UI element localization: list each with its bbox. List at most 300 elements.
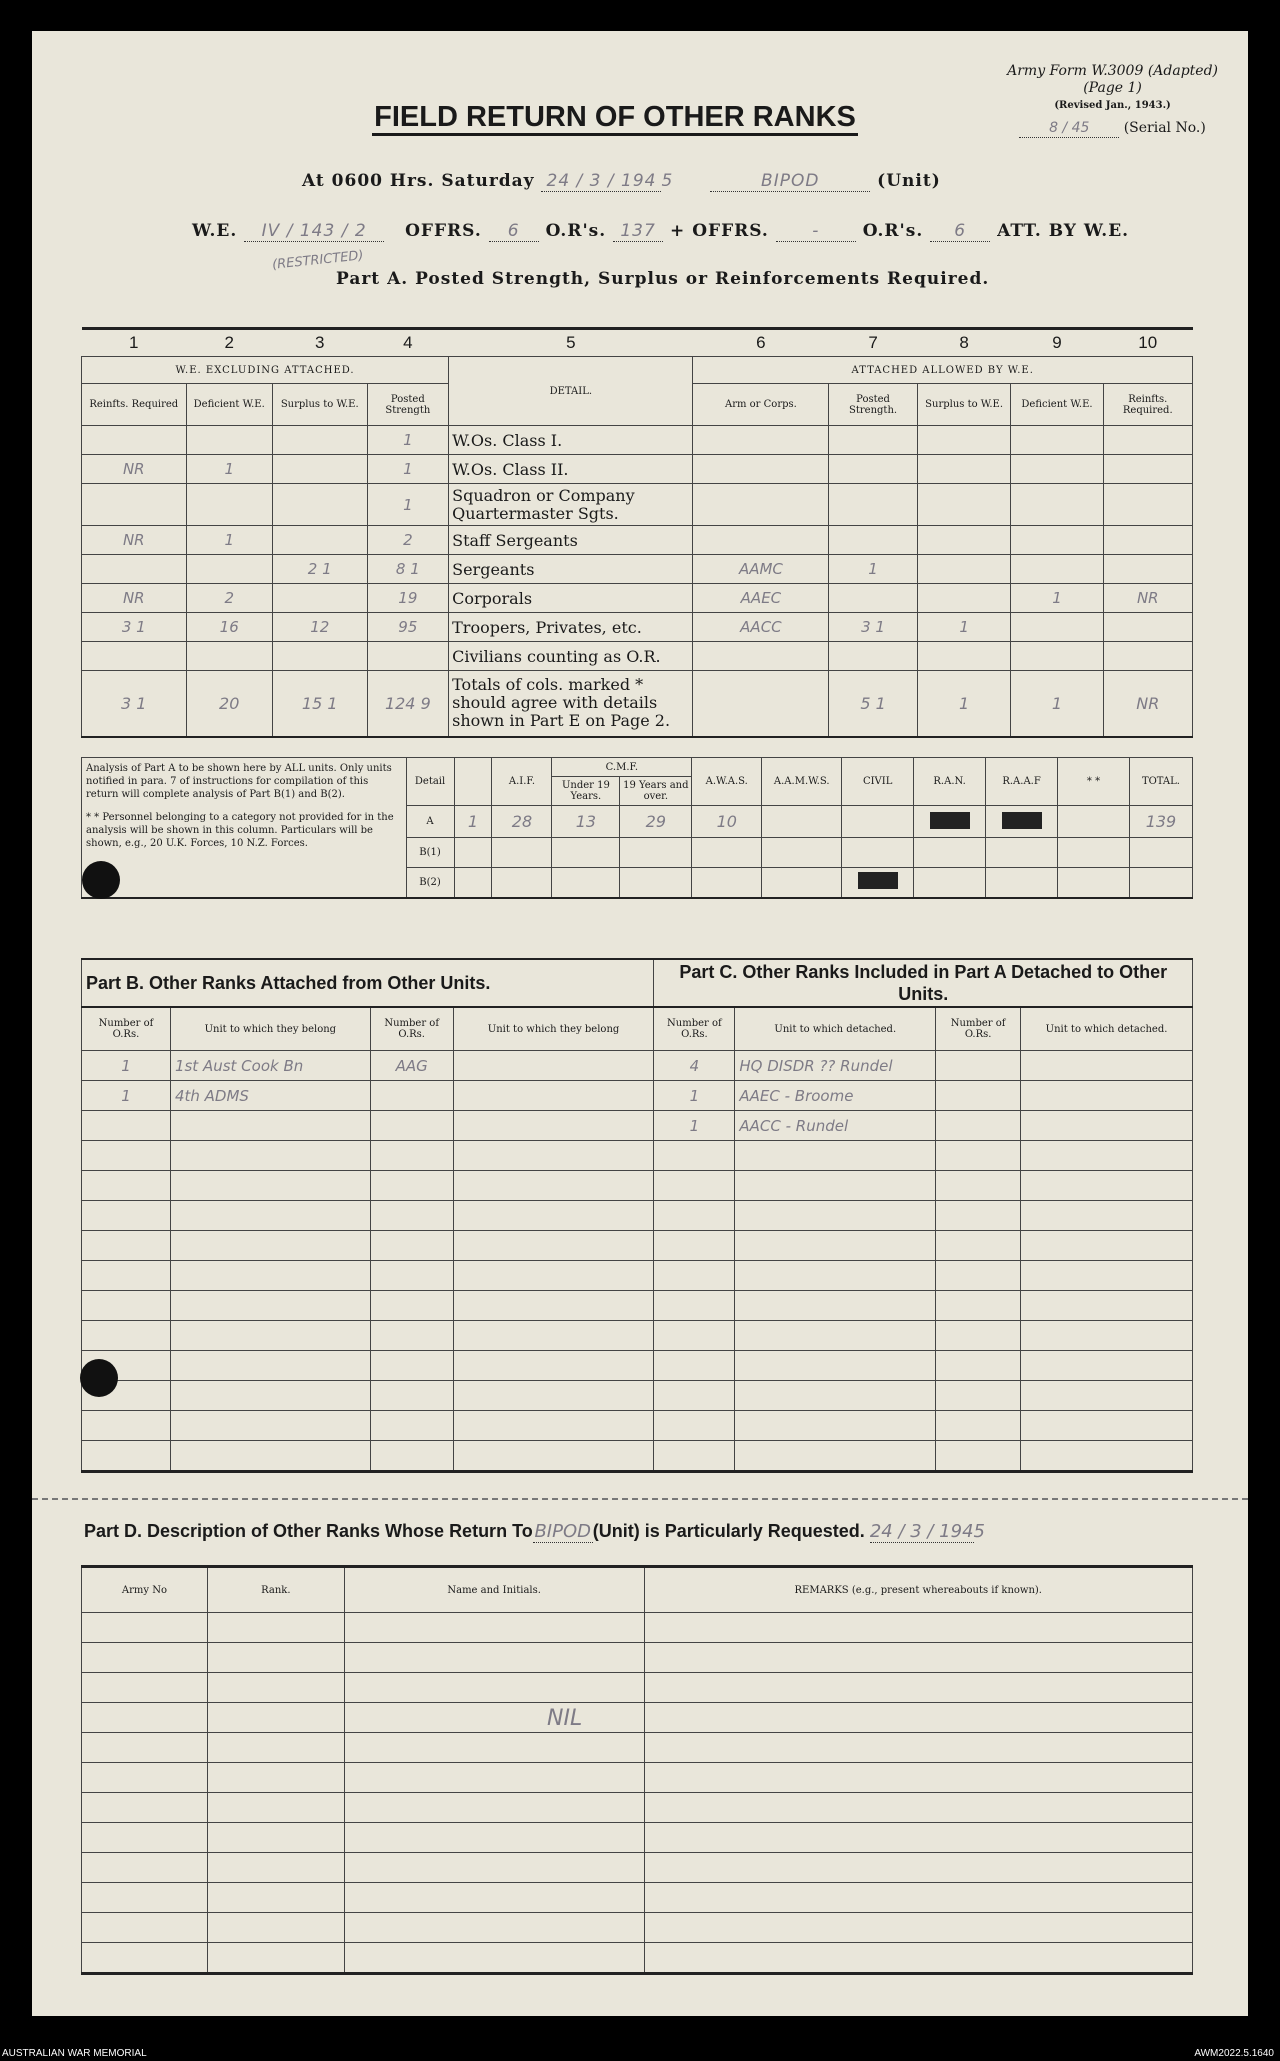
header-att-reinfts: Reinfts. Required.	[1103, 384, 1192, 426]
empty-cell	[936, 1291, 1021, 1321]
ors2-label: O.R's.	[862, 221, 924, 241]
form-sheet	[32, 31, 1248, 2016]
empty-cell	[735, 1441, 936, 1472]
analysis-cmf-header: C.M.F.	[552, 758, 692, 777]
c-unit-header: Unit to which detached.	[735, 1007, 936, 1051]
part-a-row	[82, 584, 1193, 613]
row-cell-c10: NR	[1103, 584, 1192, 613]
part-a-row	[82, 555, 1193, 584]
row-cell-c4: 19	[367, 584, 449, 613]
row-cell-c8	[917, 426, 1011, 455]
form-title-wrap	[32, 101, 1248, 134]
c-number: 1	[654, 1081, 735, 1111]
totals-row	[82, 671, 1193, 737]
empty-cell	[1021, 1291, 1193, 1321]
empty-cell	[644, 1793, 1193, 1823]
empty-cell	[1021, 1171, 1193, 1201]
empty-cell	[453, 1141, 654, 1171]
empty-cell	[207, 1823, 344, 1853]
empty-cell	[654, 1201, 735, 1231]
empty-cell	[654, 1381, 735, 1411]
header-att-surplus: Surplus to W.E.	[917, 384, 1011, 426]
empty-cell	[82, 1763, 208, 1793]
empty-cell	[82, 1733, 208, 1763]
row-cell-c4: 1	[367, 426, 449, 455]
empty-cell	[936, 1111, 1021, 1141]
offrs-value: 6	[489, 221, 539, 242]
analysis-a-civil	[842, 806, 914, 838]
empty-cell	[170, 1141, 370, 1171]
analysis-a-aamws	[762, 806, 842, 838]
row-cell-c9	[1011, 455, 1103, 484]
header-deficient: Deficient W.E.	[186, 384, 272, 426]
row-cell-c1	[82, 555, 187, 584]
row-cell-c1: NR	[82, 455, 187, 484]
empty-cell	[170, 1351, 370, 1381]
empty-cell	[82, 1643, 208, 1673]
analysis-raaf-header: R.A.A.F	[986, 758, 1058, 806]
part-bc-row	[82, 1441, 1193, 1472]
empty-cell	[344, 1793, 644, 1823]
row-cell-c1: NR	[82, 584, 187, 613]
empty-cell	[936, 1201, 1021, 1231]
analysis-under19-header: Under 19 Years.	[552, 777, 620, 806]
part-d-row	[82, 1763, 1193, 1793]
empty-cell	[735, 1231, 936, 1261]
footer-accession: AWM2022.5.1640	[1194, 2048, 1274, 2059]
analysis-notes	[82, 758, 407, 898]
empty-cell	[170, 1201, 370, 1231]
part-d-unit: BIPOD	[534, 1521, 591, 1542]
ors2-value: 6	[930, 221, 990, 242]
analysis-awas-header: A.W.A.S.	[692, 758, 762, 806]
row-cell-c1	[82, 484, 187, 526]
empty-cell	[82, 1171, 171, 1201]
part-d-year: 5	[973, 1521, 985, 1542]
empty-cell	[82, 1883, 208, 1913]
detail-header: DETAIL.	[449, 357, 693, 426]
right-group-header: ATTACHED ALLOWED BY W.E.	[693, 357, 1193, 384]
row-cell-c2: 16	[186, 613, 272, 642]
row-detail: W.Os. Class II.	[449, 455, 693, 484]
empty-cell	[82, 1943, 208, 1974]
empty-cell	[344, 1823, 644, 1853]
analysis-ran-header: R.A.N.	[914, 758, 986, 806]
empty-cell	[82, 1673, 208, 1703]
part-a-title: Part A. Posted Strength, Surplus or Reinforcements Required.	[336, 269, 990, 289]
row-cell-c9	[1011, 426, 1103, 455]
row-detail: Corporals	[449, 584, 693, 613]
empty-cell	[82, 1291, 171, 1321]
row-cell-c6: AAEC	[693, 584, 829, 613]
unit-label: (Unit)	[877, 171, 941, 191]
row-cell-c10	[1103, 426, 1192, 455]
row-cell-c2: 2	[186, 584, 272, 613]
form-ref-label: Army Form W.3009 (Adapted)	[1007, 63, 1218, 79]
empty-cell	[82, 1141, 171, 1171]
empty-cell	[936, 1051, 1021, 1081]
col-number: 5	[449, 329, 693, 357]
empty-cell	[453, 1321, 654, 1351]
empty-cell	[82, 1703, 208, 1733]
perforation-line	[32, 1498, 1248, 1500]
empty-cell	[644, 1823, 1193, 1853]
empty-cell	[370, 1381, 453, 1411]
part-a-row	[82, 484, 1193, 526]
redaction-mark	[858, 872, 898, 889]
analysis-other-header: * *	[1058, 758, 1130, 806]
empty-cell	[207, 1673, 344, 1703]
row-cell-c9	[1011, 555, 1103, 584]
part-d-row	[82, 1643, 1193, 1673]
row-cell-c4: 95	[367, 613, 449, 642]
row-cell-c8	[917, 484, 1011, 526]
empty-cell	[1021, 1261, 1193, 1291]
empty-cell	[207, 1853, 344, 1883]
empty-cell	[1021, 1411, 1193, 1441]
analysis-row-label: A	[406, 806, 454, 838]
col-number: 10	[1103, 329, 1192, 357]
row-cell-c7	[829, 426, 917, 455]
empty-cell	[344, 1703, 644, 1733]
analysis-header-row	[82, 758, 1193, 777]
c-number: 1	[654, 1111, 735, 1141]
c-unit: AACC - Rundel	[735, 1111, 936, 1141]
empty-cell	[82, 1231, 171, 1261]
empty-cell	[936, 1411, 1021, 1441]
row-cell-c1: 3 1	[82, 613, 187, 642]
empty-cell	[936, 1351, 1021, 1381]
unit-value: BIPOD	[710, 171, 870, 192]
row-detail: Sergeants	[449, 555, 693, 584]
row-cell-c2	[186, 642, 272, 671]
row-cell-c6	[693, 426, 829, 455]
row-cell-c8	[917, 555, 1011, 584]
empty-cell	[370, 1441, 453, 1472]
empty-cell	[207, 1643, 344, 1673]
empty-cell	[344, 1943, 644, 1974]
part-a-table	[81, 327, 1193, 738]
part-d-row	[82, 1943, 1193, 1974]
part-d-row	[82, 1853, 1193, 1883]
part-d-title: Part D. Description of Other Ranks Whose Return To	[84, 1521, 533, 1541]
row-cell-c7	[829, 584, 917, 613]
empty-cell	[370, 1351, 453, 1381]
part-d-row	[82, 1703, 1193, 1733]
part-bc-row	[82, 1351, 1193, 1381]
row-cell-c9: 1	[1011, 584, 1103, 613]
analysis-a-over19: 29	[620, 806, 692, 838]
row-cell-c8	[917, 584, 1011, 613]
total-c9: 1	[1011, 671, 1103, 737]
row-cell-c3: 12	[272, 613, 367, 642]
empty-cell	[644, 1643, 1193, 1673]
row-cell-c8	[917, 455, 1011, 484]
row-cell-c2: 1	[186, 455, 272, 484]
empty-cell	[644, 1883, 1193, 1913]
row-cell-c3	[272, 642, 367, 671]
empty-cell	[654, 1291, 735, 1321]
offrs2-value: -	[776, 221, 856, 242]
b-number-2	[370, 1081, 453, 1111]
part-d-row	[82, 1913, 1193, 1943]
restricted-note: (RESTRICTED)	[271, 248, 365, 273]
row-cell-c7	[829, 526, 917, 555]
empty-cell	[370, 1231, 453, 1261]
empty-cell	[644, 1943, 1193, 1974]
c-number-header: Number of O.Rs.	[654, 1007, 735, 1051]
empty-cell	[370, 1321, 453, 1351]
empty-cell	[453, 1261, 654, 1291]
part-a-row	[82, 613, 1193, 642]
rank-header: Rank.	[207, 1567, 344, 1613]
part-d-row	[82, 1673, 1193, 1703]
part-d-row	[82, 1793, 1193, 1823]
b-number-header: Number of O.Rs.	[370, 1007, 453, 1051]
part-bc-row	[82, 1321, 1193, 1351]
empty-cell	[344, 1643, 644, 1673]
col-number: 6	[693, 329, 829, 357]
part-bc-table	[81, 958, 1193, 1473]
total-c4: 124 9	[367, 671, 449, 737]
empty-cell	[735, 1141, 936, 1171]
empty-cell	[82, 1613, 208, 1643]
analysis-a-v1: 1	[454, 806, 492, 838]
empty-cell	[654, 1351, 735, 1381]
empty-cell	[735, 1201, 936, 1231]
part-d-nil: NIL	[547, 1706, 583, 1731]
empty-cell	[170, 1291, 370, 1321]
b-unit: 4th ADMS	[170, 1081, 370, 1111]
part-d-table	[81, 1565, 1193, 1975]
part-d-title-mid: (Unit) is Particularly Requested.	[592, 1521, 865, 1541]
empty-cell	[644, 1913, 1193, 1943]
part-bc-row	[82, 1381, 1193, 1411]
at-prefix: At 0600 Hrs. Saturday	[302, 171, 535, 191]
analysis-a-total: 139	[1129, 806, 1192, 838]
header-surplus: Surplus to W.E.	[272, 384, 367, 426]
empty-cell	[207, 1913, 344, 1943]
empty-cell	[936, 1141, 1021, 1171]
analysis-a-other	[1058, 806, 1130, 838]
empty-cell	[644, 1733, 1193, 1763]
row-cell-c3: 2 1	[272, 555, 367, 584]
part-bc-row	[82, 1261, 1193, 1291]
row-cell-c6	[693, 642, 829, 671]
empty-cell	[82, 1111, 171, 1141]
b-number-2: AAG	[370, 1051, 453, 1081]
empty-cell	[1021, 1081, 1193, 1111]
total-c8: 1	[917, 671, 1011, 737]
empty-cell	[1021, 1321, 1193, 1351]
empty-cell	[936, 1321, 1021, 1351]
empty-cell	[735, 1351, 936, 1381]
analysis-detail-header: Detail	[406, 758, 454, 806]
row-cell-c8: 1	[917, 613, 1011, 642]
empty-cell	[170, 1261, 370, 1291]
row-cell-c3	[272, 526, 367, 555]
analysis-row-label: B(2)	[406, 868, 454, 898]
row-cell-c6	[693, 484, 829, 526]
total-c7: 5 1	[829, 671, 917, 737]
col-number: 7	[829, 329, 917, 357]
empty-cell	[370, 1141, 453, 1171]
empty-cell	[207, 1943, 344, 1974]
col-number: 3	[272, 329, 367, 357]
row-cell-c10	[1103, 555, 1192, 584]
analysis-aif-header: A.I.F.	[492, 758, 552, 806]
att-label: ATT. BY W.E.	[997, 221, 1130, 241]
total-c1: 3 1	[82, 671, 187, 737]
row-detail: Squadron or Company Quartermaster Sgts.	[449, 484, 693, 526]
empty-cell	[1021, 1111, 1193, 1141]
empty-cell	[207, 1733, 344, 1763]
empty-cell	[370, 1201, 453, 1231]
we-line	[192, 221, 1129, 242]
empty-cell	[654, 1321, 735, 1351]
col-number: 1	[82, 329, 187, 357]
b-unit: 1st Aust Cook Bn	[170, 1051, 370, 1081]
empty-cell	[936, 1441, 1021, 1472]
totals-detail: Totals of cols. marked * should agree with details shown in Part E on Page 2.	[449, 671, 693, 737]
army-no-header: Army No	[82, 1567, 208, 1613]
analysis-a-under19: 13	[552, 806, 620, 838]
c-number: 4	[654, 1051, 735, 1081]
c-unit: AAEC - Broome	[735, 1081, 936, 1111]
row-cell-c7	[829, 455, 917, 484]
empty-cell	[644, 1703, 1193, 1733]
row-cell-c9	[1011, 526, 1103, 555]
empty-cell	[936, 1231, 1021, 1261]
name-header: Name and Initials.	[344, 1567, 644, 1613]
col-number: 9	[1011, 329, 1103, 357]
empty-cell	[453, 1171, 654, 1201]
empty-cell	[344, 1673, 644, 1703]
empty-cell	[170, 1111, 370, 1141]
row-cell-c1	[82, 642, 187, 671]
col-number: 4	[367, 329, 449, 357]
row-detail: W.Os. Class I.	[449, 426, 693, 455]
analysis-b2-civil	[842, 868, 914, 898]
row-detail: Staff Sergeants	[449, 526, 693, 555]
total-c6	[693, 671, 829, 737]
analysis-a-aif: 28	[492, 806, 552, 838]
empty-cell	[1021, 1051, 1193, 1081]
part-d-title-line	[84, 1521, 985, 1543]
empty-cell	[82, 1823, 208, 1853]
row-cell-c10	[1103, 642, 1192, 671]
empty-cell	[936, 1381, 1021, 1411]
empty-cell	[644, 1853, 1193, 1883]
empty-cell	[370, 1411, 453, 1441]
empty-cell	[207, 1763, 344, 1793]
total-c10: NR	[1103, 671, 1192, 737]
part-a-row	[82, 455, 1193, 484]
remarks-header: REMARKS (e.g., present whereabouts if known).	[644, 1567, 1193, 1613]
empty-cell	[344, 1733, 644, 1763]
part-bc-row	[82, 1111, 1193, 1141]
header-reinfts: Reinfts. Required	[82, 384, 187, 426]
empty-cell	[370, 1291, 453, 1321]
empty-cell	[453, 1201, 654, 1231]
row-cell-c9	[1011, 642, 1103, 671]
empty-cell	[207, 1793, 344, 1823]
row-cell-c7	[829, 642, 917, 671]
empty-cell	[1021, 1381, 1193, 1411]
empty-cell	[170, 1381, 370, 1411]
empty-cell	[453, 1291, 654, 1321]
empty-cell	[207, 1883, 344, 1913]
we-value: IV / 143 / 2	[244, 221, 384, 242]
column-number-row	[82, 329, 1193, 357]
punch-hole	[80, 1359, 118, 1397]
row-cell-c2: 1	[186, 526, 272, 555]
row-cell-c8	[917, 526, 1011, 555]
analysis-table	[81, 757, 1193, 899]
empty-cell	[936, 1261, 1021, 1291]
empty-cell	[344, 1883, 644, 1913]
col-number: 2	[186, 329, 272, 357]
empty-cell	[344, 1763, 644, 1793]
row-cell-c6	[693, 455, 829, 484]
empty-cell	[453, 1111, 654, 1141]
row-cell-c6: AAMC	[693, 555, 829, 584]
col-number: 8	[917, 329, 1011, 357]
empty-cell	[654, 1231, 735, 1261]
empty-cell	[170, 1321, 370, 1351]
row-cell-c10	[1103, 484, 1192, 526]
serial-value: 8 / 45	[1019, 120, 1119, 138]
punch-hole	[82, 861, 120, 899]
empty-cell	[344, 1613, 644, 1643]
empty-cell	[1021, 1141, 1193, 1171]
header-posted: Posted Strength	[367, 384, 449, 426]
analysis-row-label: B(1)	[406, 838, 454, 868]
date-line	[302, 171, 941, 192]
empty-cell	[735, 1171, 936, 1201]
row-cell-c10	[1103, 613, 1192, 642]
empty-cell	[936, 1081, 1021, 1111]
b-unit-header: Unit to which they belong	[453, 1007, 654, 1051]
serial-label: (Serial No.)	[1123, 120, 1206, 136]
empty-cell	[1021, 1351, 1193, 1381]
part-d-header-row	[82, 1567, 1193, 1613]
empty-cell	[170, 1441, 370, 1472]
b-number: 1	[82, 1051, 171, 1081]
empty-cell	[735, 1411, 936, 1441]
empty-cell	[654, 1411, 735, 1441]
analysis-a-raaf	[986, 806, 1058, 838]
empty-cell	[644, 1763, 1193, 1793]
empty-cell	[82, 1201, 171, 1231]
b-number-header: Number of O.Rs.	[82, 1007, 171, 1051]
row-cell-c1	[82, 426, 187, 455]
ors-value: 137	[613, 221, 663, 242]
row-cell-c4: 2	[367, 526, 449, 555]
form-title: FIELD RETURN OF OTHER RANKS	[372, 101, 858, 136]
empty-cell	[644, 1673, 1193, 1703]
empty-cell	[453, 1081, 654, 1111]
empty-cell	[644, 1613, 1193, 1643]
part-bc-row	[82, 1141, 1193, 1171]
empty-cell	[82, 1261, 171, 1291]
row-cell-c7: 3 1	[829, 613, 917, 642]
part-a-row	[82, 526, 1193, 555]
empty-cell	[453, 1381, 654, 1411]
part-bc-row	[82, 1051, 1193, 1081]
empty-cell	[735, 1321, 936, 1351]
empty-cell	[453, 1051, 654, 1081]
